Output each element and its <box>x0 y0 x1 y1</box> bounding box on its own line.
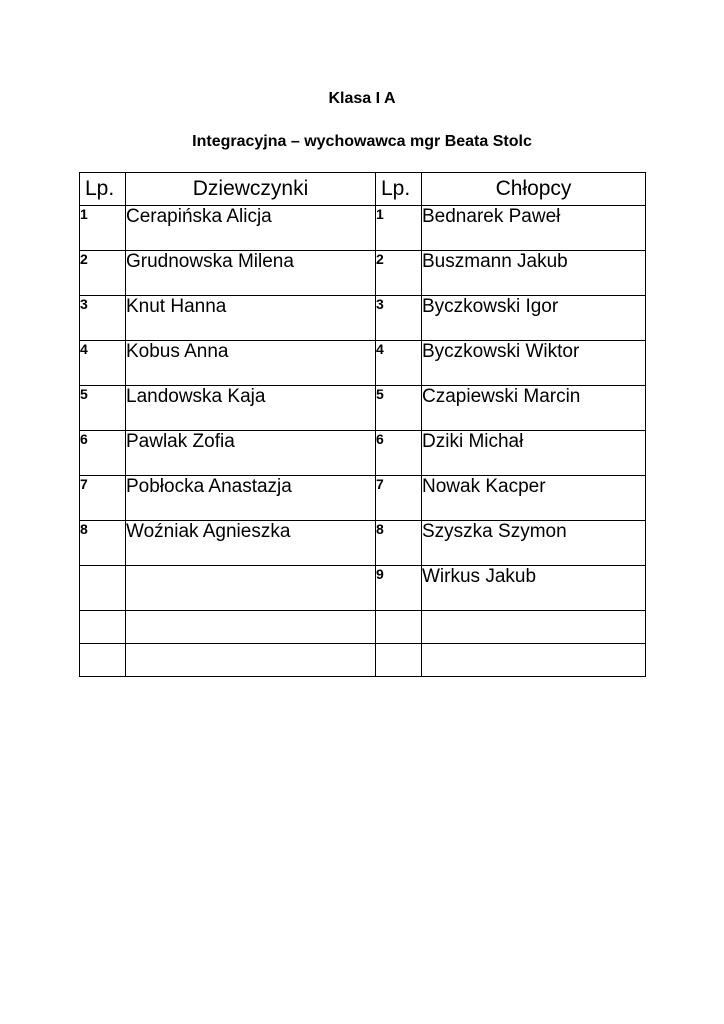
class-subtitle: Integracyjna – wychowawca mgr Beata Stolc <box>192 133 532 150</box>
boy-lp-cell: 5 <box>376 386 422 431</box>
boy-lp-cell <box>376 611 422 644</box>
table-row-empty <box>80 644 646 677</box>
header-girls: Dziewczynki <box>126 173 376 206</box>
header-lp-girls: Lp. <box>80 173 126 206</box>
table-row <box>80 476 646 521</box>
boy-name-cell: Buszmann Jakub <box>422 251 646 296</box>
girl-name-cell: Kobus Anna <box>126 341 376 386</box>
girl-lp-cell: 4 <box>80 341 126 386</box>
boy-name-cell: Wirkus Jakub <box>422 566 646 611</box>
boy-lp-cell: 7 <box>376 476 422 521</box>
boy-name-cell: Czapiewski Marcin <box>422 386 646 431</box>
boy-name-cell: Dziki Michał <box>422 431 646 476</box>
boy-name-cell: Byczkowski Wiktor <box>422 341 646 386</box>
boy-name-cell: Bednarek Paweł <box>422 206 646 251</box>
girl-name-cell: Woźniak Agnieszka <box>126 521 376 566</box>
girl-lp-cell <box>80 566 126 611</box>
boy-lp-cell: 6 <box>376 431 422 476</box>
girl-name-cell: Cerapińska Alicja <box>126 206 376 251</box>
girl-lp-cell: 1 <box>80 206 126 251</box>
header-row <box>80 173 646 206</box>
boy-lp-cell: 1 <box>376 206 422 251</box>
table-row <box>80 386 646 431</box>
girl-name-cell: Knut Hanna <box>126 296 376 341</box>
girl-name-cell: Landowska Kaja <box>126 386 376 431</box>
girl-lp-cell <box>80 611 126 644</box>
table-row <box>80 206 646 251</box>
girl-name-cell: Grudnowska Milena <box>126 251 376 296</box>
table-row <box>80 566 646 611</box>
boy-name-cell <box>422 644 646 677</box>
boy-name-cell <box>422 611 646 644</box>
class-roster-table <box>79 172 646 677</box>
girl-lp-cell <box>80 644 126 677</box>
girl-lp-cell: 6 <box>80 431 126 476</box>
table-row <box>80 296 646 341</box>
boy-lp-cell <box>376 644 422 677</box>
girl-name-cell: Pobłocka Anastazja <box>126 476 376 521</box>
boy-name-cell: Szyszka Szymon <box>422 521 646 566</box>
boy-lp-cell: 3 <box>376 296 422 341</box>
table-row-empty <box>80 611 646 644</box>
girl-name-cell <box>126 566 376 611</box>
boy-name-cell: Nowak Kacper <box>422 476 646 521</box>
boy-lp-cell: 2 <box>376 251 422 296</box>
girl-lp-cell: 2 <box>80 251 126 296</box>
roster-body <box>80 173 646 677</box>
table-row <box>80 251 646 296</box>
table-row <box>80 341 646 386</box>
boy-lp-cell: 4 <box>376 341 422 386</box>
boy-lp-cell: 8 <box>376 521 422 566</box>
table-row <box>80 521 646 566</box>
girl-lp-cell: 7 <box>80 476 126 521</box>
boy-name-cell: Byczkowski Igor <box>422 296 646 341</box>
girl-lp-cell: 5 <box>80 386 126 431</box>
girl-name-cell <box>126 644 376 677</box>
girl-name-cell <box>126 611 376 644</box>
header-boys: Chłopcy <box>422 173 646 206</box>
table-row <box>80 431 646 476</box>
girl-lp-cell: 8 <box>80 521 126 566</box>
girl-name-cell: Pawlak Zofia <box>126 431 376 476</box>
boy-lp-cell: 9 <box>376 566 422 611</box>
girl-lp-cell: 3 <box>80 296 126 341</box>
class-title: Klasa I A <box>328 90 396 107</box>
header-lp-boys: Lp. <box>376 173 422 206</box>
